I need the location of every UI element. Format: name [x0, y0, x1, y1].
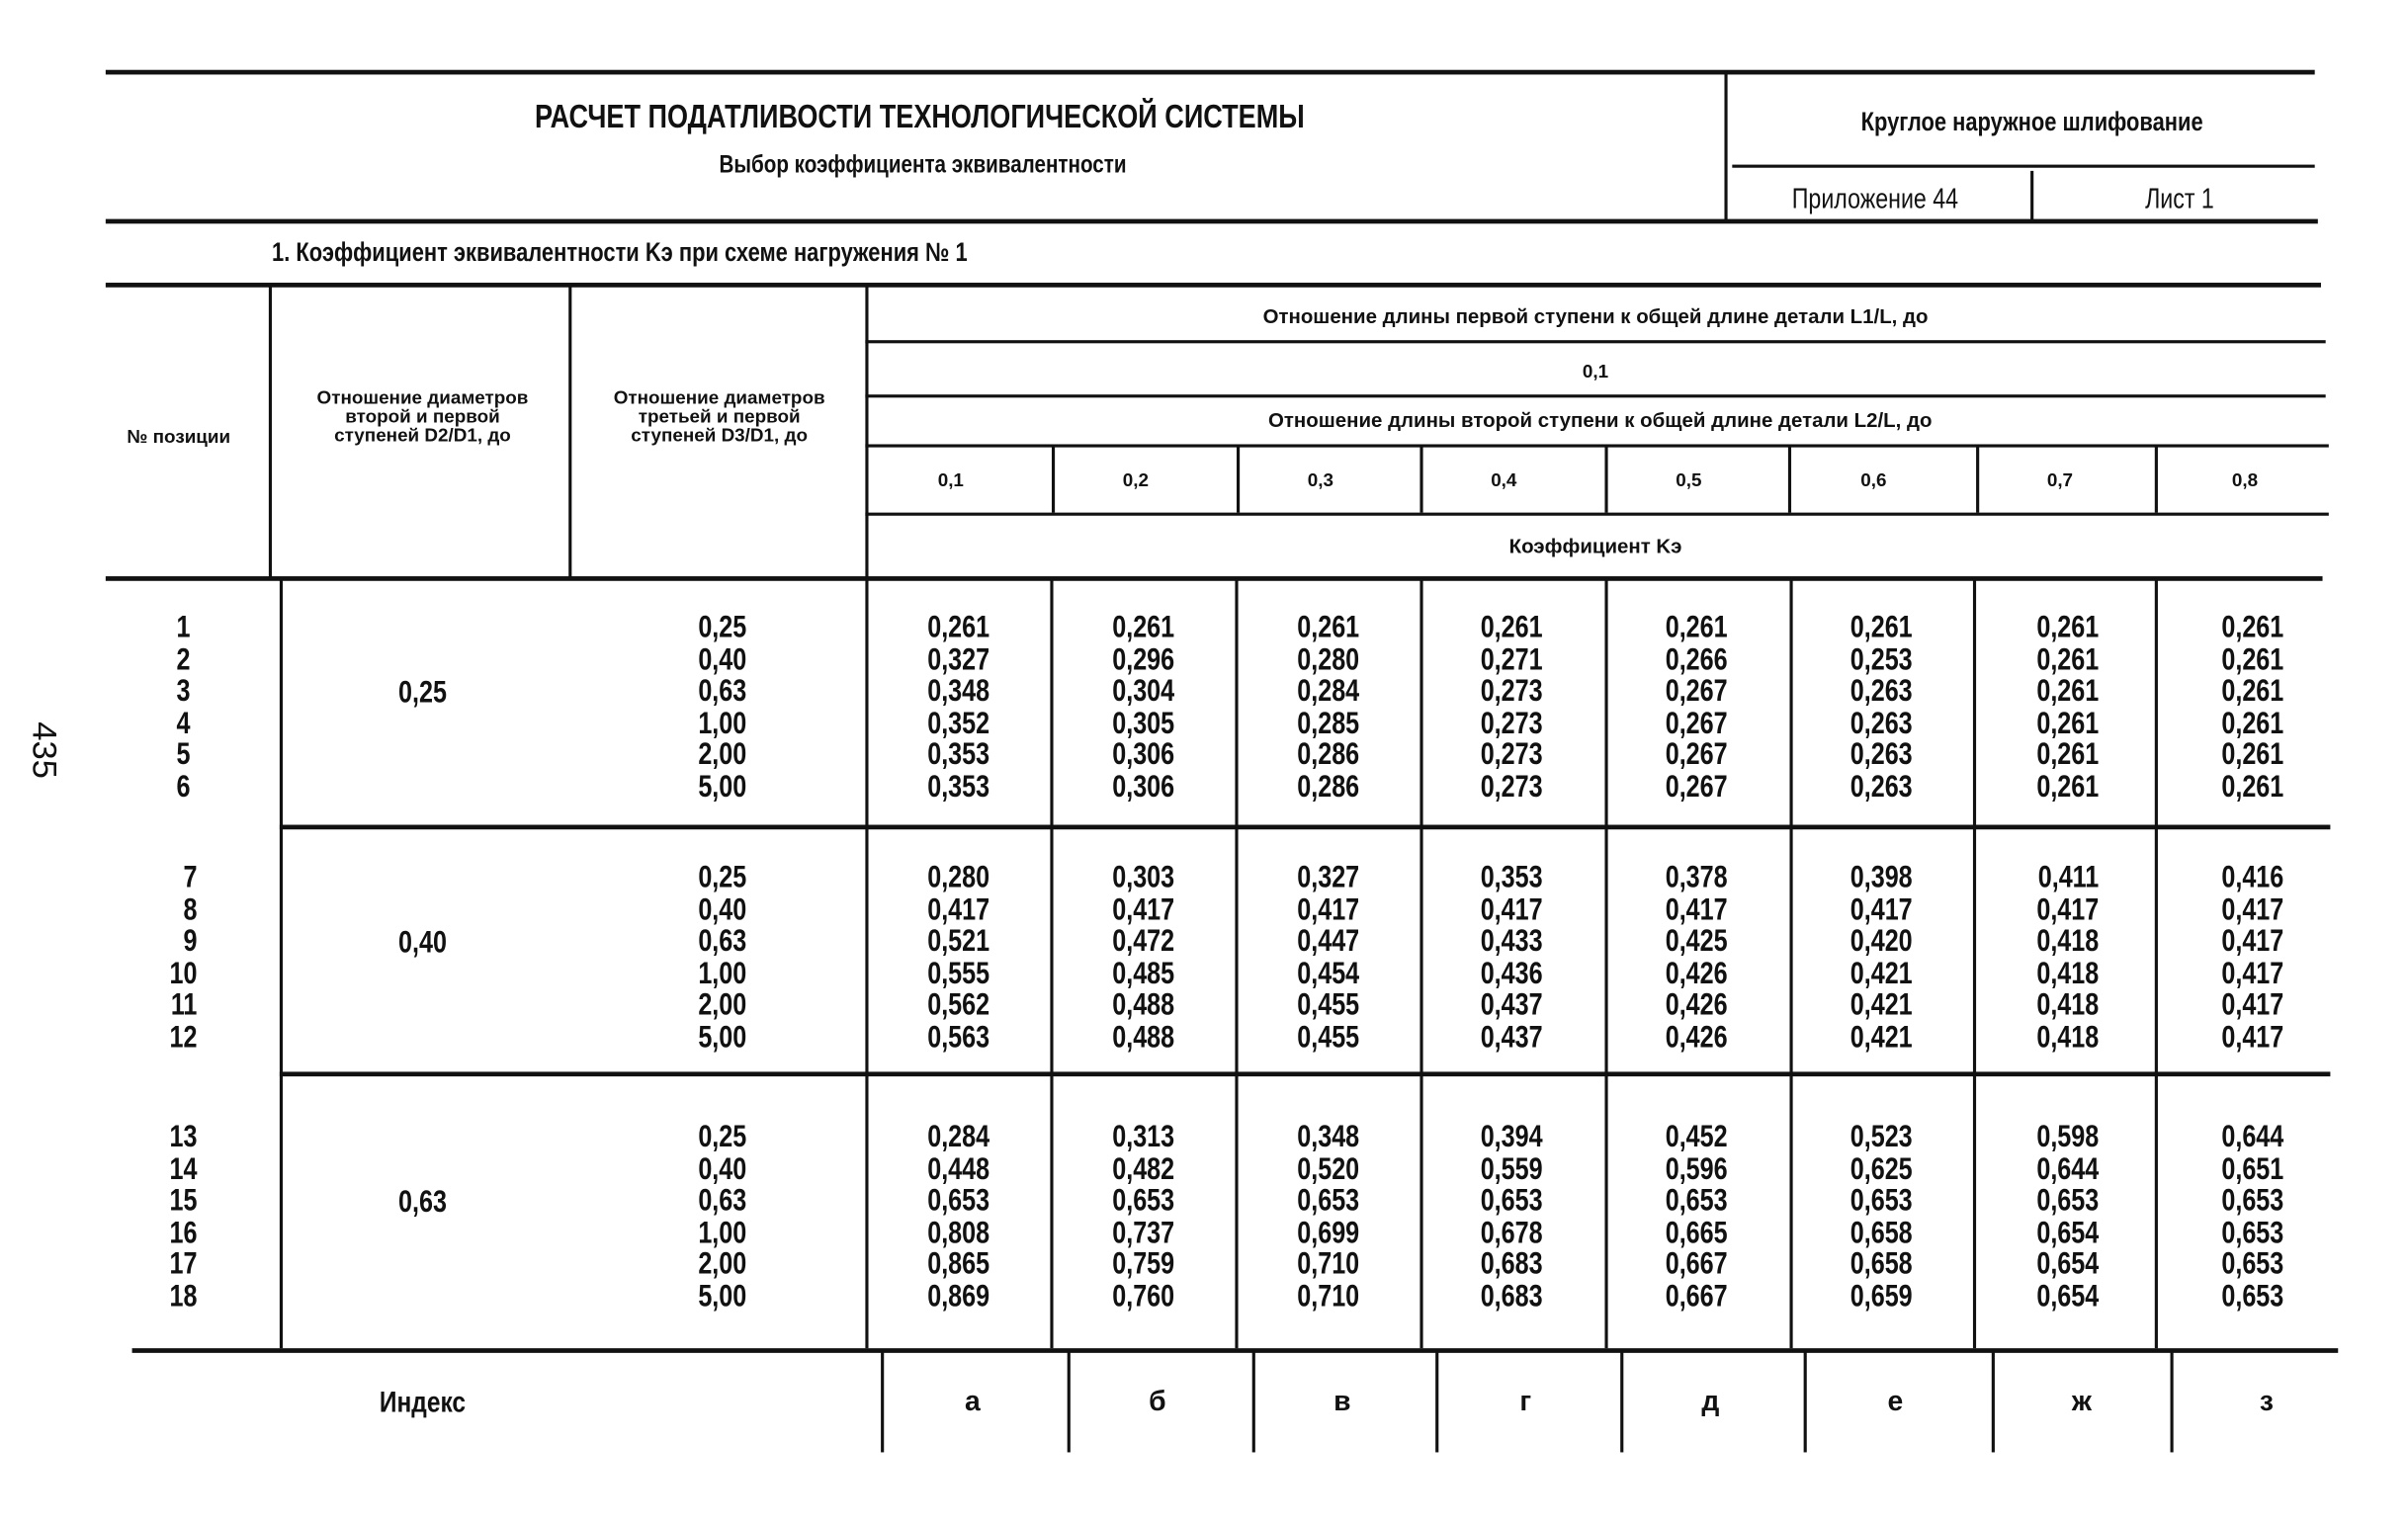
sheet-label: Лист 1 — [2145, 183, 2214, 214]
col-divider — [1973, 579, 1975, 1348]
header-rule — [865, 513, 2328, 516]
col-divider — [269, 286, 271, 577]
index-value: ж — [2071, 1385, 2092, 1417]
coefficient-column-г: 0,261 0,271 0,273 0,273 0,273 0,273 — [1480, 610, 1543, 805]
document-subtitle: Выбор коэффициента эквивалентности — [719, 152, 1127, 179]
col-divider — [1604, 579, 1606, 1348]
coefficient-column-б: 0,261 0,296 0,304 0,305 0,306 0,306 — [1112, 610, 1175, 805]
coefficient-column-в: 0,261 0,280 0,284 0,285 0,286 0,286 — [1297, 610, 1360, 805]
col-divider — [1620, 1351, 1622, 1452]
table-bottom-rule — [132, 1348, 2339, 1353]
header-rule — [865, 394, 2325, 397]
col-divider — [1788, 446, 1790, 513]
operation-label: Круглое наружное шлифование — [1860, 107, 2203, 137]
col-divider — [865, 286, 867, 577]
header-inner-rule — [1732, 165, 2314, 168]
coefficient-column-е: 0,523 0,625 0,653 0,658 0,658 0,659 — [1849, 1120, 1913, 1314]
coefficient-column-г: 0,394 0,559 0,653 0,678 0,683 0,683 — [1480, 1120, 1543, 1314]
col-divider — [1068, 1351, 1070, 1452]
col-divider — [1235, 579, 1237, 1348]
coefficient-column-д: 0,261 0,266 0,267 0,267 0,267 0,267 — [1665, 610, 1728, 805]
d3-ratio-values: 0,25 0,40 0,63 1,00 2,00 5,00 — [698, 860, 747, 1056]
coefficient-column-г: 0,353 0,417 0,433 0,436 0,437 0,437 — [1480, 860, 1543, 1056]
col-divider — [1052, 446, 1054, 513]
position-numbers: 7 8 9 10 11 12 — [169, 860, 198, 1056]
coefficient-column-в: 0,348 0,520 0,653 0,699 0,710 0,710 — [1297, 1120, 1360, 1314]
coefficient-column-з: 0,644 0,651 0,653 0,653 0,653 0,653 — [2221, 1120, 2284, 1314]
l2-value: 0,8 — [2231, 468, 2259, 491]
l2-value: 0,3 — [1307, 468, 1333, 491]
coefficient-column-б: 0,313 0,482 0,653 0,737 0,759 0,760 — [1112, 1120, 1175, 1314]
d3-ratio-values: 0,25 0,40 0,63 1,00 2,00 5,00 — [698, 610, 747, 805]
coef-header: Коэффициент Kэ — [1508, 534, 1682, 558]
d2-ratio-value: 0,63 — [397, 1185, 447, 1220]
col-divider — [1976, 446, 1978, 513]
coefficient-column-ж: 0,411 0,417 0,418 0,418 0,418 0,418 — [2036, 860, 2100, 1056]
appendix-label: Приложение 44 — [1791, 183, 1959, 214]
coefficient-column-ж: 0,261 0,261 0,261 0,261 0,261 0,261 — [2036, 610, 2100, 805]
l2-value: 0,4 — [1491, 468, 1517, 491]
coefficient-column-а: 0,284 0,448 0,653 0,808 0,865 0,869 — [927, 1120, 990, 1314]
col-divider — [881, 1351, 883, 1452]
index-value: б — [1149, 1385, 1166, 1417]
l2-value: 0,1 — [937, 468, 964, 491]
col-divider — [1252, 1351, 1254, 1452]
coefficient-column-д: 0,452 0,596 0,653 0,665 0,667 0,667 — [1665, 1120, 1728, 1314]
col-divider — [2155, 446, 2157, 513]
index-value: г — [1519, 1385, 1532, 1417]
col-divider — [1419, 579, 1421, 1348]
header-position: № позиции — [127, 425, 231, 448]
d3-ratio-values: 0,25 0,40 0,63 1,00 2,00 5,00 — [698, 1120, 747, 1314]
block-separator-rule — [280, 1071, 2331, 1076]
col-divider — [1237, 446, 1239, 513]
header-bottom-rule — [106, 219, 2318, 224]
col-divider — [2155, 579, 2157, 1348]
position-numbers: 1 2 3 4 5 6 — [176, 610, 191, 805]
section-title: 1. Коэффициент эквивалентности Kэ при схеме нагружения № 1 — [272, 237, 968, 268]
index-value: д — [1701, 1385, 1720, 1417]
l2-value: 0,5 — [1676, 468, 1702, 491]
col-divider — [280, 579, 282, 1348]
index-label: Индекс — [379, 1387, 467, 1420]
coefficient-column-ж: 0,598 0,644 0,653 0,654 0,654 0,654 — [2036, 1120, 2100, 1314]
d2-ratio-value: 0,25 — [397, 675, 447, 711]
index-value: е — [1887, 1385, 1904, 1417]
col-divider — [568, 286, 570, 577]
col-divider — [865, 579, 867, 1348]
coefficient-column-б: 0,303 0,417 0,472 0,485 0,488 0,488 — [1112, 860, 1175, 1056]
l1-value: 0,1 — [1582, 360, 1609, 382]
col-divider — [1435, 1351, 1437, 1452]
coefficient-column-е: 0,261 0,253 0,263 0,263 0,263 0,263 — [1849, 610, 1913, 805]
document-title: РАСЧЕТ ПОДАТЛИВОСТИ ТЕХНОЛОГИЧЕСКОЙ СИСТЕМЫ — [535, 99, 1305, 135]
col-divider — [1789, 579, 1791, 1348]
col-divider — [1419, 446, 1421, 513]
page-number: 435 — [25, 721, 65, 779]
header-rule — [865, 340, 2325, 343]
header-divider — [1724, 71, 1726, 220]
header-d2-ratio: Отношение диаметров второй и первой ступеней D2/D1, до — [316, 386, 529, 447]
index-value: а — [964, 1385, 981, 1417]
position-numbers: 13 14 15 16 17 18 — [169, 1120, 198, 1314]
header-l1-ratio: Отношение длины первой ступени к общей длине детали L1/L, до — [1262, 304, 1929, 328]
coefficient-column-е: 0,398 0,417 0,420 0,421 0,421 0,421 — [1849, 860, 1913, 1056]
col-divider — [1050, 579, 1052, 1348]
block-separator-rule — [280, 825, 2331, 830]
col-divider — [1992, 1351, 1994, 1452]
table-top-rule — [106, 283, 2321, 288]
d2-ratio-value: 0,40 — [397, 925, 447, 961]
coefficient-column-в: 0,327 0,417 0,447 0,454 0,455 0,455 — [1297, 860, 1360, 1056]
col-divider — [1604, 446, 1606, 513]
header-divider-2 — [2030, 171, 2032, 220]
index-value: в — [1333, 1385, 1351, 1417]
header-d3-ratio: Отношение диаметров третьей и первой ступеней D3/D1, до — [613, 386, 825, 447]
col-divider — [1804, 1351, 1806, 1452]
top-rule — [106, 70, 2315, 75]
col-divider — [2171, 1351, 2173, 1452]
index-value: з — [2259, 1385, 2274, 1417]
coefficient-column-д: 0,378 0,417 0,425 0,426 0,426 0,426 — [1665, 860, 1728, 1056]
header-l2-ratio: Отношение длины второй ступени к общей длине детали L2/L, до — [1268, 408, 1933, 432]
coefficient-column-з: 0,261 0,261 0,261 0,261 0,261 0,261 — [2221, 610, 2284, 805]
l2-value: 0,6 — [1860, 468, 1887, 491]
header-bottom-table-rule — [106, 576, 2323, 581]
l2-value: 0,7 — [2046, 468, 2074, 491]
coefficient-column-а: 0,261 0,327 0,348 0,352 0,353 0,353 — [927, 610, 990, 805]
coefficient-column-з: 0,416 0,417 0,417 0,417 0,417 0,417 — [2221, 860, 2284, 1056]
header-rule — [865, 444, 2328, 447]
l2-value: 0,2 — [1122, 468, 1149, 491]
coefficient-column-а: 0,280 0,417 0,521 0,555 0,562 0,563 — [927, 860, 990, 1056]
